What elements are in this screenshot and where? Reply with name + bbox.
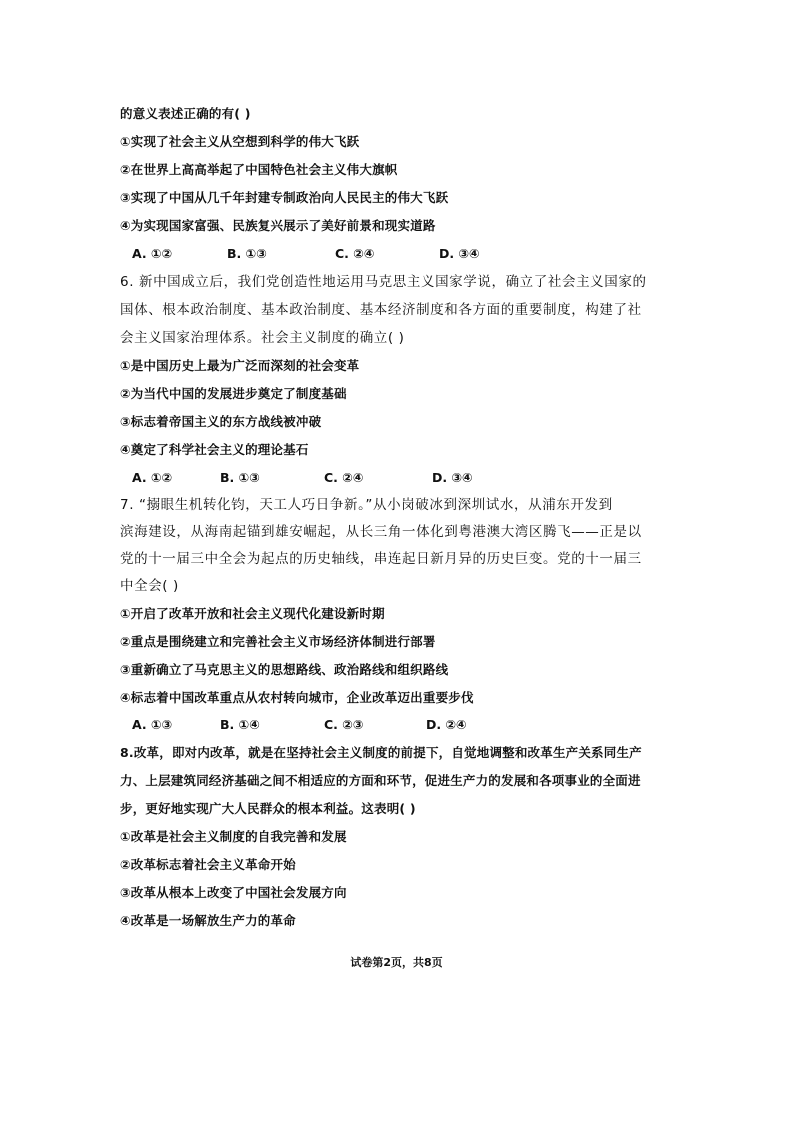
q6-stem-line-2: 国体、根本政治制度、基本政治制度、基本经济制度和各方面的重要制度，构建了社 [120, 302, 642, 318]
q5-option-c: C. ②④ [335, 246, 375, 261]
q8-statement-4: ④改革是一场解放生产力的革命 [120, 913, 296, 928]
q7-statement-2: ②重点是围绕建立和完善社会主义市场经济体制进行部署 [120, 634, 436, 649]
q8-stem-line-2: 力、上层建筑同经济基础之间不相适应的方面和环节，促进生产力的发展和各项事业的全面进 [120, 773, 641, 788]
q6-option-c: C. ②④ [324, 470, 364, 485]
q7-stem-line-1: 7. “搦眼生机转化钧，天工人巧日争新。”从小岗破冰到深圳试水，从浦东开发到 [120, 497, 613, 513]
q8-stem-line-1: 8.改革，即对内改革，就是在坚持社会主义制度的前提下，自觉地调整和改革生产关系同生产 [120, 745, 642, 760]
q6-option-d: D. ③④ [432, 470, 473, 485]
q5-option-d: D. ③④ [439, 246, 480, 261]
q7-stem-line-3: 党的十一届三中全会为起点的历史轴线，串连起日新月异的历史巨变。党的十一届三 [120, 551, 642, 567]
q8-statement-2: ②改革标志着社会主义革命开始 [120, 857, 296, 872]
q8-stem-line-3: 步，更好地实现广大人民群众的根本利益。这表明( ) [120, 801, 416, 816]
q8-statement-1: ①改革是社会主义制度的自我完善和发展 [120, 829, 347, 844]
q7-option-a: A. ①③ [132, 717, 173, 732]
q7-statement-3: ③重新确立了马克思主义的思想路线、政治路线和组织路线 [120, 662, 449, 677]
q6-stem-line-1: 6. 新中国成立后，我们党创造性地运用马克思主义国家学说，确立了社会主义国家的 [120, 274, 647, 290]
q5-stem-tail: 的意义表述正确的有( ) [120, 106, 251, 121]
q6-option-a: A. ①② [132, 470, 173, 485]
q6-statement-2: ②为当代中国的发展进步奠定了制度基础 [120, 386, 347, 401]
q5-statement-1: ①实现了社会主义从空想到科学的伟大飞跃 [120, 134, 360, 149]
q7-statement-1: ①开启了改革开放和社会主义现代化建设新时期 [120, 606, 385, 621]
q6-statement-1: ①是中国历史上最为广泛而深刻的社会变革 [120, 358, 360, 373]
q5-option-b: B. ①③ [227, 246, 267, 261]
q5-statement-4: ④为实现国家富强、民族复兴展示了美好前景和现实道路 [120, 218, 436, 233]
q6-statement-4: ④奠定了科学社会主义的理论基石 [120, 442, 309, 457]
q8-statement-3: ③改革从根本上改变了中国社会发展方向 [120, 885, 347, 900]
q7-option-d: D. ②④ [426, 717, 467, 732]
q5-statement-2: ②在世界上高高举起了中国特色社会主义伟大旗帜 [120, 162, 398, 177]
q7-option-c: C. ②③ [324, 717, 364, 732]
q5-option-a: A. ①② [132, 246, 173, 261]
q7-statement-4: ④标志着中国改革重点从农村转向城市，企业改革迈出重要步伐 [120, 690, 474, 705]
q7-stem-line-4: 中全会( ) [120, 578, 179, 594]
q7-stem-line-2: 滨海建设，从海南起锚到雄安崛起，从长三角一体化到粤港澳大湾区腾飞——正是以 [120, 524, 642, 540]
q5-statement-3: ③实现了中国从几千年封建专制政治向人民民主的伟大飞跃 [120, 190, 449, 205]
q6-statement-3: ③标志着帝国主义的东方战线被冲破 [120, 414, 322, 429]
q7-option-b: B. ①④ [220, 717, 260, 732]
page-footer: 试卷第2页，共8页 [350, 956, 443, 969]
q6-stem-line-3: 会主义国家治理体系。社会主义制度的确立( ) [120, 330, 405, 346]
q6-option-b: B. ①③ [220, 470, 260, 485]
